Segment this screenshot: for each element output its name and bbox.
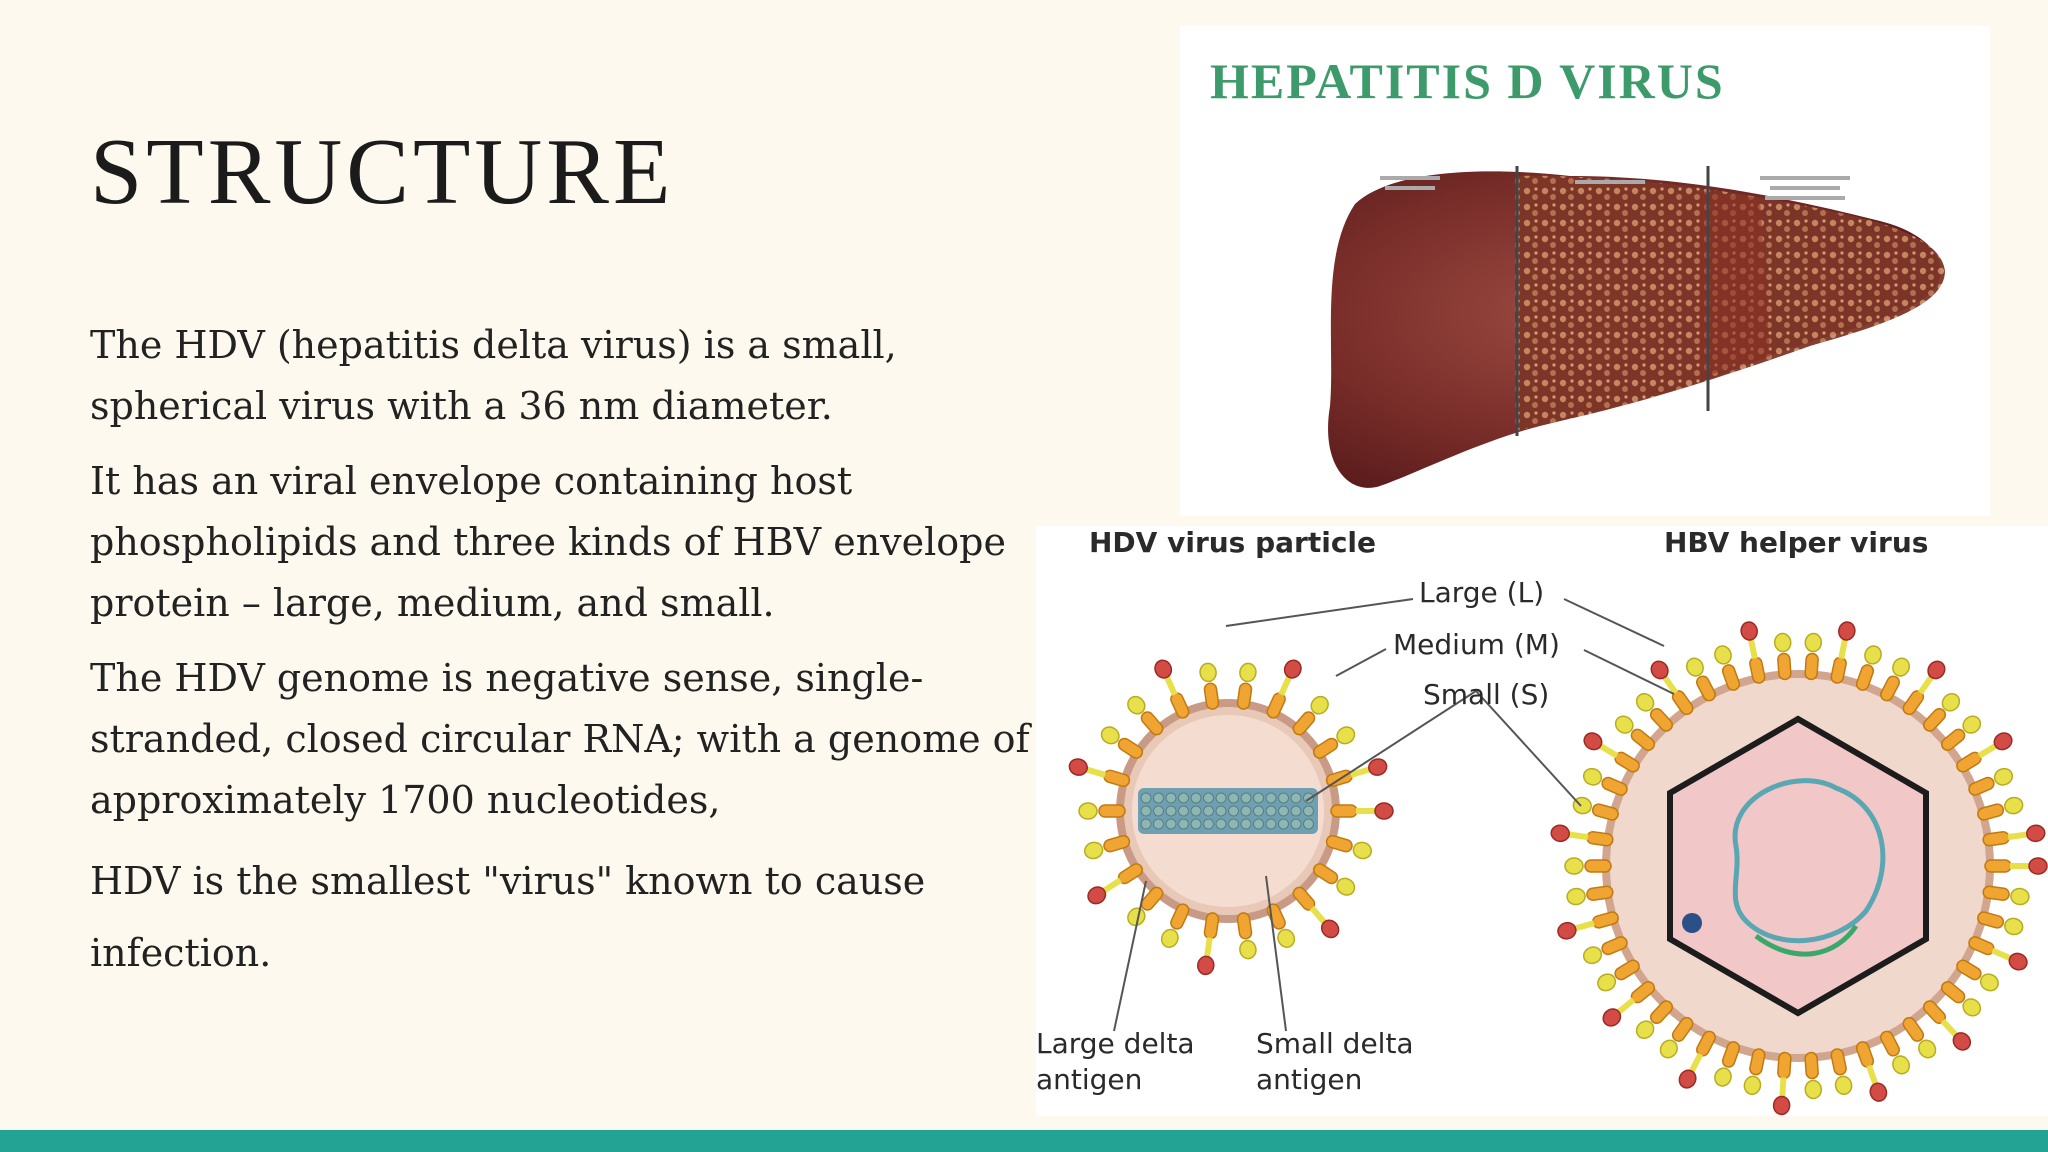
envelope-protein bbox=[1633, 997, 1676, 1042]
genome-bead bbox=[1291, 819, 1301, 829]
envelope-protein bbox=[1938, 978, 1984, 1019]
envelope-protein bbox=[1098, 724, 1145, 762]
envelope-protein bbox=[1899, 1014, 1939, 1061]
genome-bead bbox=[1179, 819, 1189, 829]
hdv-particle bbox=[1120, 703, 1336, 919]
hbv-polymerase bbox=[1682, 913, 1702, 933]
envelope-protein bbox=[1612, 713, 1658, 754]
genome-bead bbox=[1241, 819, 1251, 829]
envelope-protein bbox=[1067, 757, 1131, 790]
genome-bead bbox=[1304, 819, 1314, 829]
envelope-protein bbox=[1938, 713, 1984, 754]
medium-protein-label: Medium (M) bbox=[1393, 628, 1560, 661]
liver-image-title: HEPATITIS D VIRUS bbox=[1210, 53, 1725, 109]
envelope-protein bbox=[1310, 860, 1357, 898]
genome-bead bbox=[1254, 806, 1264, 816]
envelope-protein bbox=[1976, 795, 2025, 823]
genome-bead bbox=[1254, 819, 1264, 829]
envelope-protein bbox=[1079, 803, 1125, 819]
envelope-protein bbox=[1773, 1052, 1793, 1115]
genome-bead bbox=[1291, 793, 1301, 803]
envelope-protein bbox=[1197, 912, 1222, 976]
large-protein-label: Large (L) bbox=[1419, 576, 1545, 609]
envelope-protein bbox=[1289, 693, 1331, 738]
envelope-protein bbox=[1325, 757, 1389, 790]
genome-bead bbox=[1204, 793, 1214, 803]
genome-bead bbox=[1266, 793, 1276, 803]
envelope-protein bbox=[1565, 858, 1611, 874]
genome-bead bbox=[1229, 819, 1239, 829]
genome-bead bbox=[1216, 806, 1226, 816]
genome-bead bbox=[1304, 806, 1314, 816]
envelope-protein bbox=[1853, 1040, 1889, 1104]
envelope-protein bbox=[1976, 909, 2025, 937]
genome-bead bbox=[1191, 819, 1201, 829]
genome-bead bbox=[1179, 806, 1189, 816]
genome-bead bbox=[1154, 793, 1164, 803]
genome-bead bbox=[1191, 806, 1201, 816]
genome-bead bbox=[1229, 806, 1239, 816]
virus-diagram bbox=[1036, 526, 2048, 1116]
envelope-protein bbox=[1985, 858, 2047, 874]
envelope-protein bbox=[1152, 658, 1192, 721]
liver-image bbox=[1180, 26, 1990, 516]
genome-bead bbox=[1216, 793, 1226, 803]
paragraph-3: The HDV genome is negative sense, single-stranded, closed circular RNA; with a genome of approximately 1700 nucleotides, bbox=[90, 656, 1030, 822]
envelope-protein bbox=[1657, 1014, 1697, 1061]
paragraph-2: It has an viral envelope containing host phospholipids and three kinds of HBV envelope protein – large, medium, and small. bbox=[90, 459, 1006, 625]
envelope-protein bbox=[1264, 658, 1304, 721]
envelope-protein bbox=[1571, 795, 1620, 823]
envelope-protein bbox=[1124, 693, 1166, 738]
envelope-protein bbox=[1124, 884, 1166, 929]
genome-bead bbox=[1291, 806, 1301, 816]
genome-bead bbox=[1141, 819, 1151, 829]
genome-bead bbox=[1166, 806, 1176, 816]
paragraph-1: The HDV (hepatitis delta virus) is a small, spherical virus with a 36 nm diameter. bbox=[90, 323, 897, 428]
genome-bead bbox=[1154, 806, 1164, 816]
envelope-protein bbox=[1853, 644, 1883, 693]
genome-bead bbox=[1229, 793, 1239, 803]
genome-bead bbox=[1204, 806, 1214, 816]
envelope-protein bbox=[1331, 803, 1393, 819]
envelope-protein bbox=[1712, 1040, 1742, 1089]
envelope-protein bbox=[1556, 909, 1620, 941]
small-delta-antigen-label: Small delta antigen bbox=[1256, 1027, 1414, 1096]
envelope-protein bbox=[1289, 884, 1342, 941]
envelope-protein bbox=[1083, 832, 1132, 860]
genome-bead bbox=[1241, 806, 1251, 816]
genome-bead bbox=[1166, 793, 1176, 803]
hbv-helper-label: HBV helper virus bbox=[1664, 526, 1929, 559]
envelope-protein bbox=[1712, 644, 1742, 693]
genome-bead bbox=[1279, 806, 1289, 816]
genome-bead bbox=[1266, 819, 1276, 829]
slide-title: STRUCTURE bbox=[90, 120, 675, 224]
genome-bead bbox=[1191, 793, 1201, 803]
liver-illustration bbox=[1180, 26, 1990, 516]
genome-bead bbox=[1266, 806, 1276, 816]
slide-body bbox=[90, 315, 1040, 1003]
genome-bead bbox=[1179, 793, 1189, 803]
envelope-protein bbox=[1920, 690, 1963, 735]
envelope-protein bbox=[1633, 690, 1676, 735]
paragraph-4: HDV is the smallest "virus" known to cause infection. bbox=[90, 859, 926, 975]
envelope-protein bbox=[1740, 621, 1768, 685]
hbv-particle bbox=[1606, 674, 1990, 1058]
genome-bead bbox=[1166, 819, 1176, 829]
bottom-accent-bar bbox=[0, 1130, 2048, 1152]
genome-bead bbox=[1141, 793, 1151, 803]
genome-bead bbox=[1279, 793, 1289, 803]
envelope-protein bbox=[1828, 621, 1856, 685]
envelope-protein bbox=[1310, 724, 1357, 762]
genome-bead bbox=[1279, 819, 1289, 829]
genome-bead bbox=[1141, 806, 1151, 816]
genome-bead bbox=[1154, 819, 1164, 829]
genome-bead bbox=[1204, 819, 1214, 829]
genome-bead bbox=[1241, 793, 1251, 803]
large-delta-antigen-label: Large delta antigen bbox=[1036, 1027, 1195, 1096]
small-protein-label: Small (S) bbox=[1423, 678, 1550, 711]
genome-bead bbox=[1254, 793, 1264, 803]
envelope-protein bbox=[1982, 824, 2046, 848]
hdv-particle-label: HDV virus particle bbox=[1089, 526, 1377, 559]
envelope-protein bbox=[1085, 860, 1146, 907]
envelope-protein bbox=[1550, 824, 1614, 848]
envelope-protein bbox=[1325, 832, 1374, 860]
genome-bead bbox=[1216, 819, 1226, 829]
